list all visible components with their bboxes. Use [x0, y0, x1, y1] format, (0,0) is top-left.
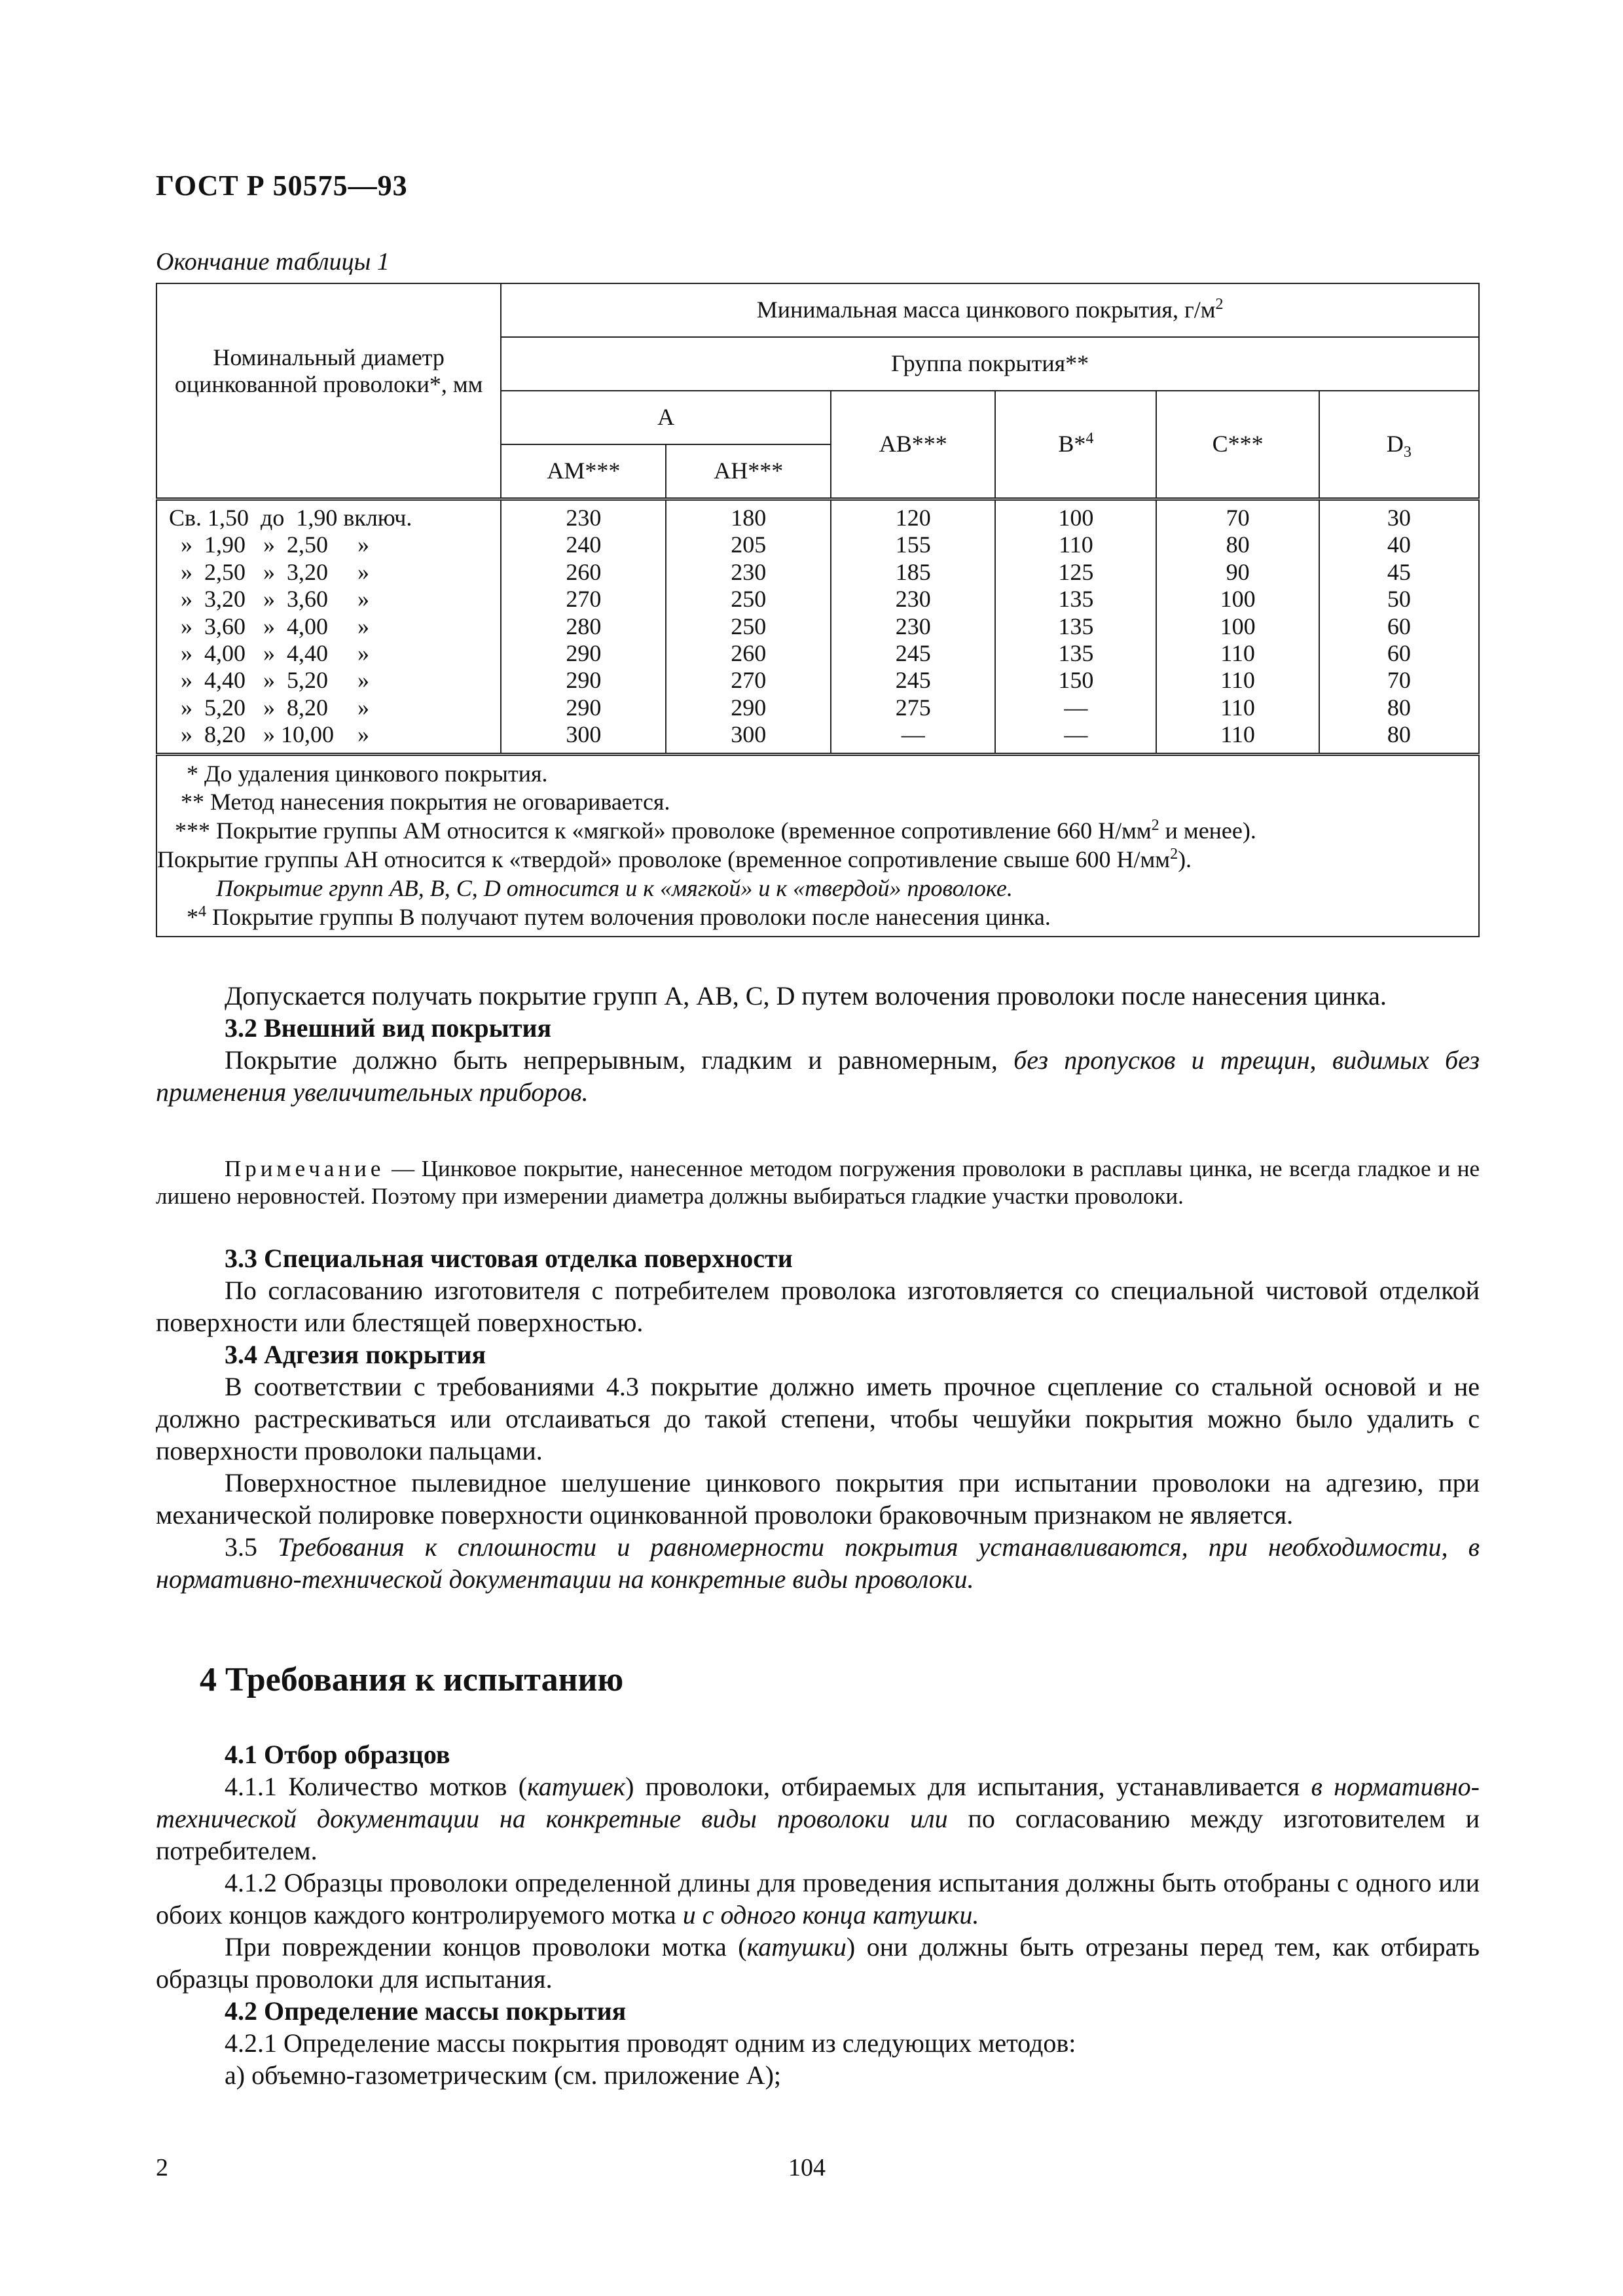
standard-title: ГОСТ Р 50575—93: [156, 170, 408, 202]
footnote-1: * До удаления цинкового покрытия.: [157, 760, 548, 787]
paragraph: [156, 1770, 1480, 1867]
paragraph: 4.2.1 Определение массы покрытия проводят одним из следующих методов:: [225, 2028, 1076, 2058]
diameter-column: [156, 499, 501, 755]
paragraph: Поверхностное пылевидное шелушение цинкового покрытия при испытании проволоки на адгезию, при механической полировке поверхности оцинкованной проволоки браковочным признаком не является.: [156, 1468, 1480, 1530]
paragraph-part: ) проволоки, отбираемых для испытания, устанавливается: [625, 1772, 1311, 1801]
paragraph-italic-part: катушек: [527, 1772, 626, 1801]
ab-column: [831, 499, 995, 755]
b-cell: 135: [1058, 586, 1094, 613]
b-cell: 150: [1058, 667, 1094, 694]
footnote-6-text: Покрытие группы В получают путем волочения проволоки после нанесения цинка.: [206, 904, 1051, 931]
header-group: Группа покрытия**: [501, 337, 1479, 391]
paragraph: [156, 1867, 1480, 1931]
heading-4-1: 4.1 Отбор образцов: [225, 1740, 450, 1769]
c-cell: 90: [1226, 558, 1250, 585]
note-text: — Цинковое покрытие, нанесенное методом погружения проволоки в расплавы цинка, не всегда гладкое и не лишено неровностей. Поэтому при измерении диаметра должны выбираться гладкие участки проволоки.: [156, 1156, 1480, 1209]
an-cell: 260: [731, 639, 767, 666]
paragraph: В соответствии с требованиями 4.3 покрытие должно иметь прочное сцепление со стальной основой и не должно растрескиваться или отслаиваться до такой степени, чтобы чешуйки покрытия можно было удалить с поверхности проволоки пальцами.: [156, 1372, 1480, 1465]
body-text-block-2: [156, 1242, 1480, 1595]
b-cell: 100: [1058, 505, 1094, 531]
diameter-cell: » 3,20 » 3,60 »: [169, 586, 369, 613]
note-label: Примечание: [225, 1156, 385, 1181]
b-cell: —: [1064, 721, 1088, 748]
heading-3-4: 3.4 Адгезия покрытия: [225, 1340, 486, 1369]
paragraph-part: Покрытие должно быть непрерывным, гладким и равномерным,: [225, 1045, 1014, 1075]
b-cell: 135: [1058, 639, 1094, 666]
am-cell: 290: [566, 667, 602, 694]
body-text-block-1: [156, 980, 1480, 1108]
footnote-3-sup: 2: [1151, 817, 1159, 834]
paragraph-italic-part: в нормативно-технической документации на конкретные виды проволоки или: [156, 1772, 1480, 1833]
header-mass: [501, 283, 1479, 337]
paragraph-italic-part: Требования к сплошности и равномерности покрытия устанавливаются, при необходимости, в нормативно-технической документации на конкретные виды проволоки.: [156, 1532, 1480, 1594]
footnote-4-sup: 2: [1170, 846, 1178, 863]
b-cell: 110: [1059, 531, 1093, 558]
am-cell: 280: [566, 613, 602, 639]
paragraph: [156, 1531, 1480, 1595]
paragraph-part: по согласованию между изготовителем и потребителем.: [156, 1804, 1480, 1865]
note-block: [156, 1155, 1480, 1210]
d-column: [1319, 499, 1479, 755]
an-cell: 300: [731, 721, 767, 748]
header-d: [1319, 391, 1479, 499]
d-cell: 30: [1387, 505, 1411, 531]
footnote-4-text: Покрытие группы АН относится к «твердой» проволоке (временное сопротивление свыше 600 Н/мм: [157, 846, 1171, 873]
c-cell: 110: [1220, 667, 1255, 694]
am-cell: 290: [566, 694, 602, 721]
header-c: С***: [1156, 391, 1319, 499]
c-cell: 70: [1226, 505, 1250, 531]
note-paragraph: [156, 1155, 1480, 1210]
diameter-cell: » 2,50 » 3,20 »: [169, 558, 369, 585]
paragraph: [156, 1931, 1480, 1995]
c-cell: 110: [1220, 639, 1255, 666]
c-column: [1156, 499, 1319, 755]
page-number-center: 104: [788, 2154, 826, 2181]
header-an: АН***: [666, 444, 831, 499]
table-data-row: [156, 499, 1479, 755]
table-caption: Окончание таблицы 1: [156, 248, 390, 276]
page-number-left: 2: [156, 2154, 168, 2181]
paragraph-part: 4.1.2 Образцы проволоки определенной длины для проведения испытания должны быть отобраны с одного или обоих концов каждого контролируемого мотка: [156, 1868, 1480, 1929]
an-cell: 250: [731, 613, 767, 639]
am-cell: 230: [566, 505, 602, 531]
footnote-3-end: и менее).: [1159, 817, 1256, 844]
b-cell: —: [1064, 694, 1088, 721]
d-cell: 40: [1387, 531, 1411, 558]
header-ab: АВ***: [831, 391, 995, 499]
table-footnotes: [156, 754, 1479, 937]
header-b-text: В*: [1058, 431, 1086, 457]
ab-cell: 230: [895, 586, 931, 613]
b-column: [995, 499, 1156, 755]
footnote-5: Покрытие групп АВ, В, С, D относится и к «мягкой» и к «твердой» проволоке.: [157, 875, 1013, 902]
paragraph-italic-part: без пропусков и трещин, видимых без применения увеличительных приборов.: [156, 1045, 1480, 1107]
heading-3-2: 3.2 Внешний вид покрытия: [225, 1013, 552, 1043]
heading-3-3: 3.3 Специальная чистовая отделка поверхности: [225, 1244, 793, 1273]
ab-cell: 185: [895, 558, 931, 585]
am-cell: 240: [566, 531, 602, 558]
paragraph: По согласованию изготовителя с потребителем проволока изготовляется со специальной чистовой отделкой поверхности или блестящей поверхностью.: [156, 1276, 1480, 1337]
diameter-cell: » 4,00 » 4,40 »: [169, 639, 369, 666]
am-column: [501, 499, 666, 755]
d-cell: 80: [1387, 694, 1411, 721]
d-cell: 60: [1387, 639, 1411, 666]
d-cell: 45: [1387, 558, 1411, 585]
an-cell: 290: [731, 694, 767, 721]
coating-mass-table: [156, 283, 1480, 937]
an-cell: 180: [731, 505, 767, 531]
ab-cell: 245: [895, 639, 931, 666]
d-cell: 70: [1387, 667, 1411, 694]
ab-cell: 245: [895, 667, 931, 694]
paragraph-part: 4.1.1 Количество мотков (: [225, 1772, 528, 1801]
footnote-3-text: *** Покрытие группы АМ относится к «мягкой» проволоке (временное сопротивление 660 Н/мм: [157, 817, 1152, 844]
paragraph-part: ) они должны быть отрезаны перед тем, как отбирать образцы проволоки для испытания.: [156, 1932, 1480, 1994]
paragraph-part: При повреждении концов проволоки мотка (: [225, 1932, 747, 1962]
header-d-sub: 3: [1403, 444, 1412, 461]
c-cell: 110: [1220, 721, 1255, 748]
an-cell: 250: [731, 586, 767, 613]
diameter-cell: » 3,60 » 4,00 »: [169, 613, 369, 639]
header-diameter: [156, 283, 501, 499]
paragraph: Допускается получать покрытие групп А, АВ, С, D путем волочения проволоки после нанесения цинка.: [225, 981, 1387, 1011]
header-mass-text: Минимальная масса цинкового покрытия, г/м: [756, 296, 1216, 323]
an-column: [666, 499, 831, 755]
heading-4-2: 4.2 Определение массы покрытия: [225, 1996, 627, 2026]
header-group-a: А: [501, 391, 831, 444]
section-4-heading: 4 Требования к испытанию: [200, 1661, 624, 1698]
c-cell: 100: [1220, 613, 1256, 639]
header-d-text: D: [1386, 431, 1404, 457]
diameter-cell: » 8,20 » 10,00 »: [169, 721, 369, 748]
header-b: [995, 391, 1156, 499]
am-cell: 270: [566, 586, 602, 613]
header-diameter-text: Номинальный диаметр оцинкованной проволоки*, мм: [174, 344, 483, 398]
header-mass-unit-sup: 2: [1215, 296, 1224, 314]
ab-cell: 120: [895, 505, 931, 531]
body-text-block-3: [156, 1738, 1480, 2091]
paragraph-italic-part: катушки: [746, 1932, 847, 1962]
footnote-6-sup: 4: [198, 903, 206, 921]
ab-cell: 275: [895, 694, 931, 721]
footnote-4-end: ).: [1178, 846, 1192, 873]
an-cell: 270: [731, 667, 767, 694]
header-am: АМ***: [501, 444, 666, 499]
d-cell: 60: [1387, 613, 1411, 639]
paragraph: [156, 1044, 1480, 1108]
footnote-6: [157, 903, 1478, 932]
paragraph-number: 3.5: [225, 1532, 278, 1562]
am-cell: 290: [566, 639, 602, 666]
ab-cell: —: [901, 721, 925, 748]
d-cell: 50: [1387, 586, 1411, 613]
paragraph-italic-part: и с одного конца катушки.: [682, 1900, 979, 1929]
am-cell: 260: [566, 558, 602, 585]
header-b-sup: 4: [1085, 430, 1094, 448]
diameter-cell: » 1,90 » 2,50 »: [169, 531, 369, 558]
am-cell: 300: [566, 721, 602, 748]
c-cell: 80: [1226, 531, 1250, 558]
footnote-4: [157, 846, 1478, 874]
b-cell: 135: [1058, 613, 1094, 639]
list-item: а) объемно-газометрическим (см. приложение А);: [225, 2060, 781, 2090]
footnote-2: ** Метод нанесения покрытия не оговаривается.: [157, 789, 670, 816]
diameter-cell: » 4,40 » 5,20 »: [169, 667, 369, 694]
b-cell: 125: [1058, 558, 1094, 585]
footnote-3: [157, 817, 1478, 846]
ab-cell: 155: [895, 531, 931, 558]
an-cell: 205: [731, 531, 767, 558]
an-cell: 230: [731, 558, 767, 585]
footnote-6-mark: *: [157, 904, 198, 931]
ab-cell: 230: [895, 613, 931, 639]
d-cell: 80: [1387, 721, 1411, 748]
diameter-cell: » 5,20 » 8,20 »: [169, 694, 369, 721]
c-cell: 110: [1220, 694, 1255, 721]
c-cell: 100: [1220, 586, 1256, 613]
diameter-cell: Св. 1,50 до 1,90 включ.: [169, 505, 412, 531]
